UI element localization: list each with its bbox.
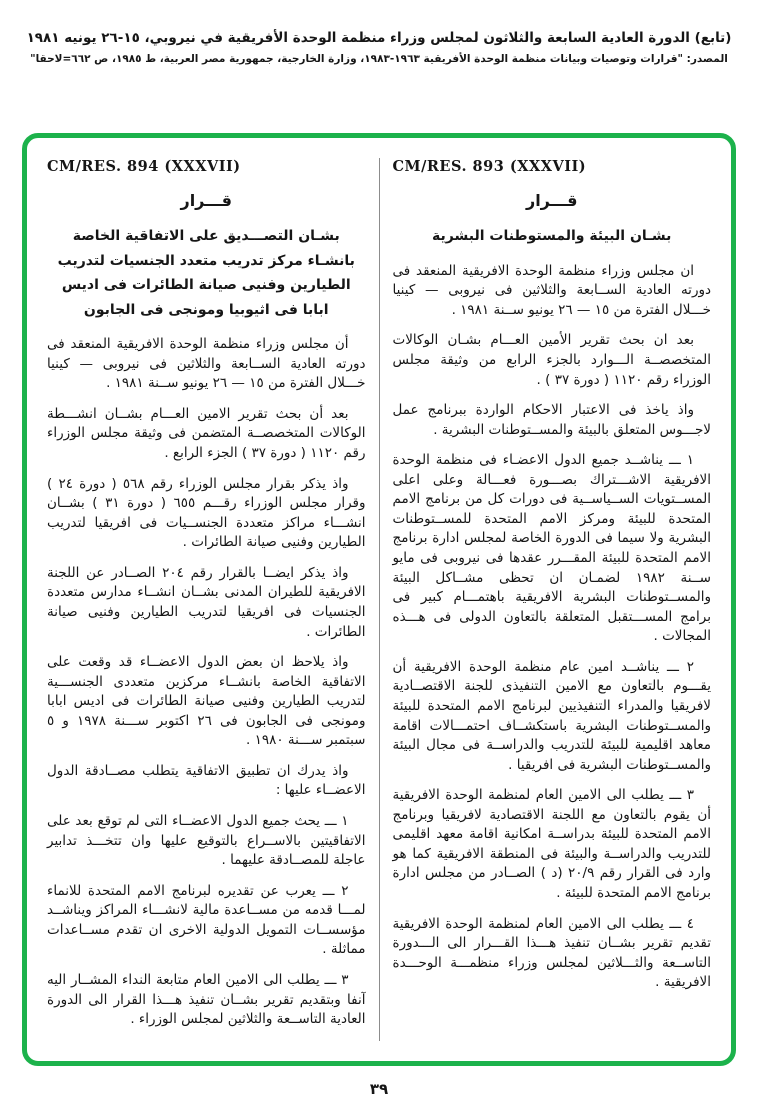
- numbered-clause-2: ٢ ـــ يناشــد امين عام منظمة الوحدة الافريقية أن يقـــوم بالتعاون مع الامين التنفيذى للجنة الاقتصــادية لافريقيا والمدراء التنفيذيين لبرنامج الامم المتحدة للبيئة والمســتوطنات البشرية باستكشــاف احتمـــالات اقامة معاهد اقليمية للبيئة للتدريب والدراســة فى مجال البيئة والمســتوطنات البشرية فى افريقيا .: [392, 658, 711, 773]
- numbered-clause-3: ٣ ـــ يطلب الى الامين العام متابعة النداء المشــار اليه آنفا وبتقديم تقرير بشــان تنفيذ هـــذا القرار الى الدورة العادية التاســعة والثلاثين لمجلس الوزراء .: [47, 971, 366, 1028]
- page-header: [0, 30, 758, 65]
- resolution-893-subtitle: بشـان البيئة والمستوطنات البشرية: [432, 228, 672, 245]
- numbered-clause-1: ١ ـــ يحث جميع الدول الاعضــاء التى لم توقع بعد على الاتفاقيتين بالاســراع بالتوقيع عليها وان تتخـــذ تدابير عاجلة للمصــادقة عليهما .: [47, 813, 366, 869]
- two-column-layout: [27, 138, 731, 1061]
- paragraph: واذ ياخذ فى الاعتبار الاحكام الواردة ببرنامج عمل لاجـــوس المتعلق بالبيئة والمســتوطنات البشرية .: [392, 402, 711, 438]
- resolution-894-title: قـــرار: [180, 191, 233, 211]
- numbered-clause-4: ٤ ـــ يطلب الى الامين العام لمنظمة الوحدة الافريقية تقديم تقرير بشــان تنفيذ هـــذا القـــرار الى الـــدورة التاســعة والثـــلاثين لمجلس وزراء منظمـــة الوحـــدة الافريقية .: [392, 915, 711, 991]
- numbered-clause-2: ٢ ـــ يعرب عن تقديره لبرنامج الامم المتحدة للانماء لمـــا قدمه من مســاعدة مالية لانشـــاء المراكز ويناشــد مؤسســات التمويل الدولية الاخرى ان تقدم مســاعدات مماثلة .: [47, 882, 366, 958]
- session-title: (تابع) الدورة العادية السابعة والثلاثون لمجلس وزراء منظمة الوحدة الأفريقية في نيروبي، ١٥-٢٦ يونيه ١٩٨١: [26, 30, 732, 46]
- paragraph: ان مجلس وزراء منظمة الوحدة الافريقية المنعقد فى دورته العادية الســابعة والثلاثين فى نيروبى — كينيا خـــلال الفترة من ١٥ — ٢٦ يونيو ســنة ١٩٨١ .: [392, 262, 711, 318]
- resolution-893-number: CM/RES. 893 (XXXVII): [392, 158, 587, 175]
- column-divider: [379, 158, 380, 1041]
- numbered-clause-1: ١ ـــ يناشــد جميع الدول الاعضـاء فى منظمة الوحدة الافريقية الاشـــتراك بصـــورة فعـــالة وعلى اعلى المســتويات الســياســية فى دورات كل من برنامج الامم المتحدة للبيئة ومركز الامم المتحدة للمســتوطنات البشرية ولا سيما فى الدورة الخاصة لمجلس ادارة برنامج الامم المتحدة للبيئة المقـــرر عقدها فى نيروبى فى مايو ســنة ١٩٨٢ لضمـان ان تحظى مشــاكل البيئة والمســتوطنات البشرية الافريقية باهتمـــام كبير فى برامج المســـتقبل المتعلقة بالتعاون الدولى فى هـــذه المجالات .: [392, 452, 711, 645]
- paragraph: أن مجلس وزراء منظمة الوحدة الافريقية المنعقد فى دورته العادية الســابعة والثلاثين فى نيروبى — كينيا خـــلال الفترة من ١٥ — ٢٦ يونيو ســنة ١٩٨١ .: [47, 336, 366, 392]
- resolutions-frame: [22, 133, 736, 1066]
- source-note: المصدر: "قرارات وتوصيات وبيانات منظمة الوحدة الأفريقية ١٩٦٣-١٩٨٣، وزارة الخارجية، جمهورية مصر العربية، ط ١٩٨٥، ص ٦٦٢=لاحقا": [30, 53, 728, 65]
- resolution-894-column: [47, 152, 366, 1047]
- paragraph: بعد ان بحث تقرير الأمين العـــام بشـان الوكالات المتخصصــة الـــوارد بالجزء الرابع من وثيقة مجلس الوزراء رقم ١١٢٠ ( دورة ٣٧ ) .: [392, 332, 711, 388]
- paragraph: واذ يذكر بقرار مجلس الوزراء رقم ٥٦٨ ( دورة ٢٤ ) وقرار مجلس الوزراء رقـــم ٦٥٥ ( دورة ٣١ ) بشــان انشـــاء مراكز متعددة الجنســيات فى افريقيا لتدريب الطيارين وفنيى صيانة الطائرات .: [47, 475, 366, 551]
- paragraph: واذ يذكر ايضــا بالقرار رقم ٢٠٤ الصــادر عن اللجنة الافريقية للطيران المدنى بشــان انشــاء مدارس متعددة الجنسيات فى افريقيا لتدريب الطيارين وفنيى صيانة الطائرات .: [47, 564, 366, 640]
- paragraph: بعد أن بحث تقرير الامين العـــام بشــان انشـــطة الوكالات المتخصصــة المتضمن فى وثيقة مجلس الوزراء رقم ١١٢٠ ( دورة ٣٧ ) الجزء الرابع .: [47, 405, 366, 462]
- paragraph: واذ يدرك ان تطبيق الاتفاقية يتطلب مصــادقة الدول الاعضــاء عليها :: [47, 762, 366, 799]
- resolution-893-column: [393, 152, 712, 1047]
- resolution-893-title: قـــرار: [525, 191, 578, 211]
- document-page: [0, 30, 758, 1098]
- paragraph: واذ يلاحظ ان بعض الدول الاعضــاء قد وقعت على الاتفاقية الخاصة بانشــاء مركزين متعددى الجنســـية لتدريب الطيارين وفنيى صيانة الطائرات فى اديس ابابا ومونجى فى الجابون فى ٢٦ اكتوبر ســـنة ١٩٧٨ و ٥ سبتمبر ســـنة ١٩٨٠ .: [47, 654, 366, 749]
- resolution-894-subtitle: بشـان التصـــديق على الاتفاقية الخاصة بانشـاء مركز تدريب متعدد الجنسيات لتدريب الطيارين وفنيى صيانة الطائرات فى اديس ابابا فى اثيوبيا ومونجى فى الجابون: [57, 228, 355, 318]
- resolution-894-number: CM/RES. 894 (XXXVII): [47, 158, 241, 175]
- numbered-clause-3: ٣ ـــ يطلب الى الامين العام لمنظمة الوحدة الافريقية أن يقوم بالتعاون مع اللجنة الاقتصادية لافريقيا وبرنامج الامم المتحدة للبيئة بدراســة امكانية اقامة معهد اقليمى للتدريب والدراســة والبيئة فى المنطقة الافريقية كما هو وارد فى القرار رقم ٢٠/٩ (د ) الصــادر من مجلس ادارة برنامج الامم المتحدة للبيئة .: [392, 787, 711, 902]
- page-number: ٣٩: [369, 1080, 389, 1098]
